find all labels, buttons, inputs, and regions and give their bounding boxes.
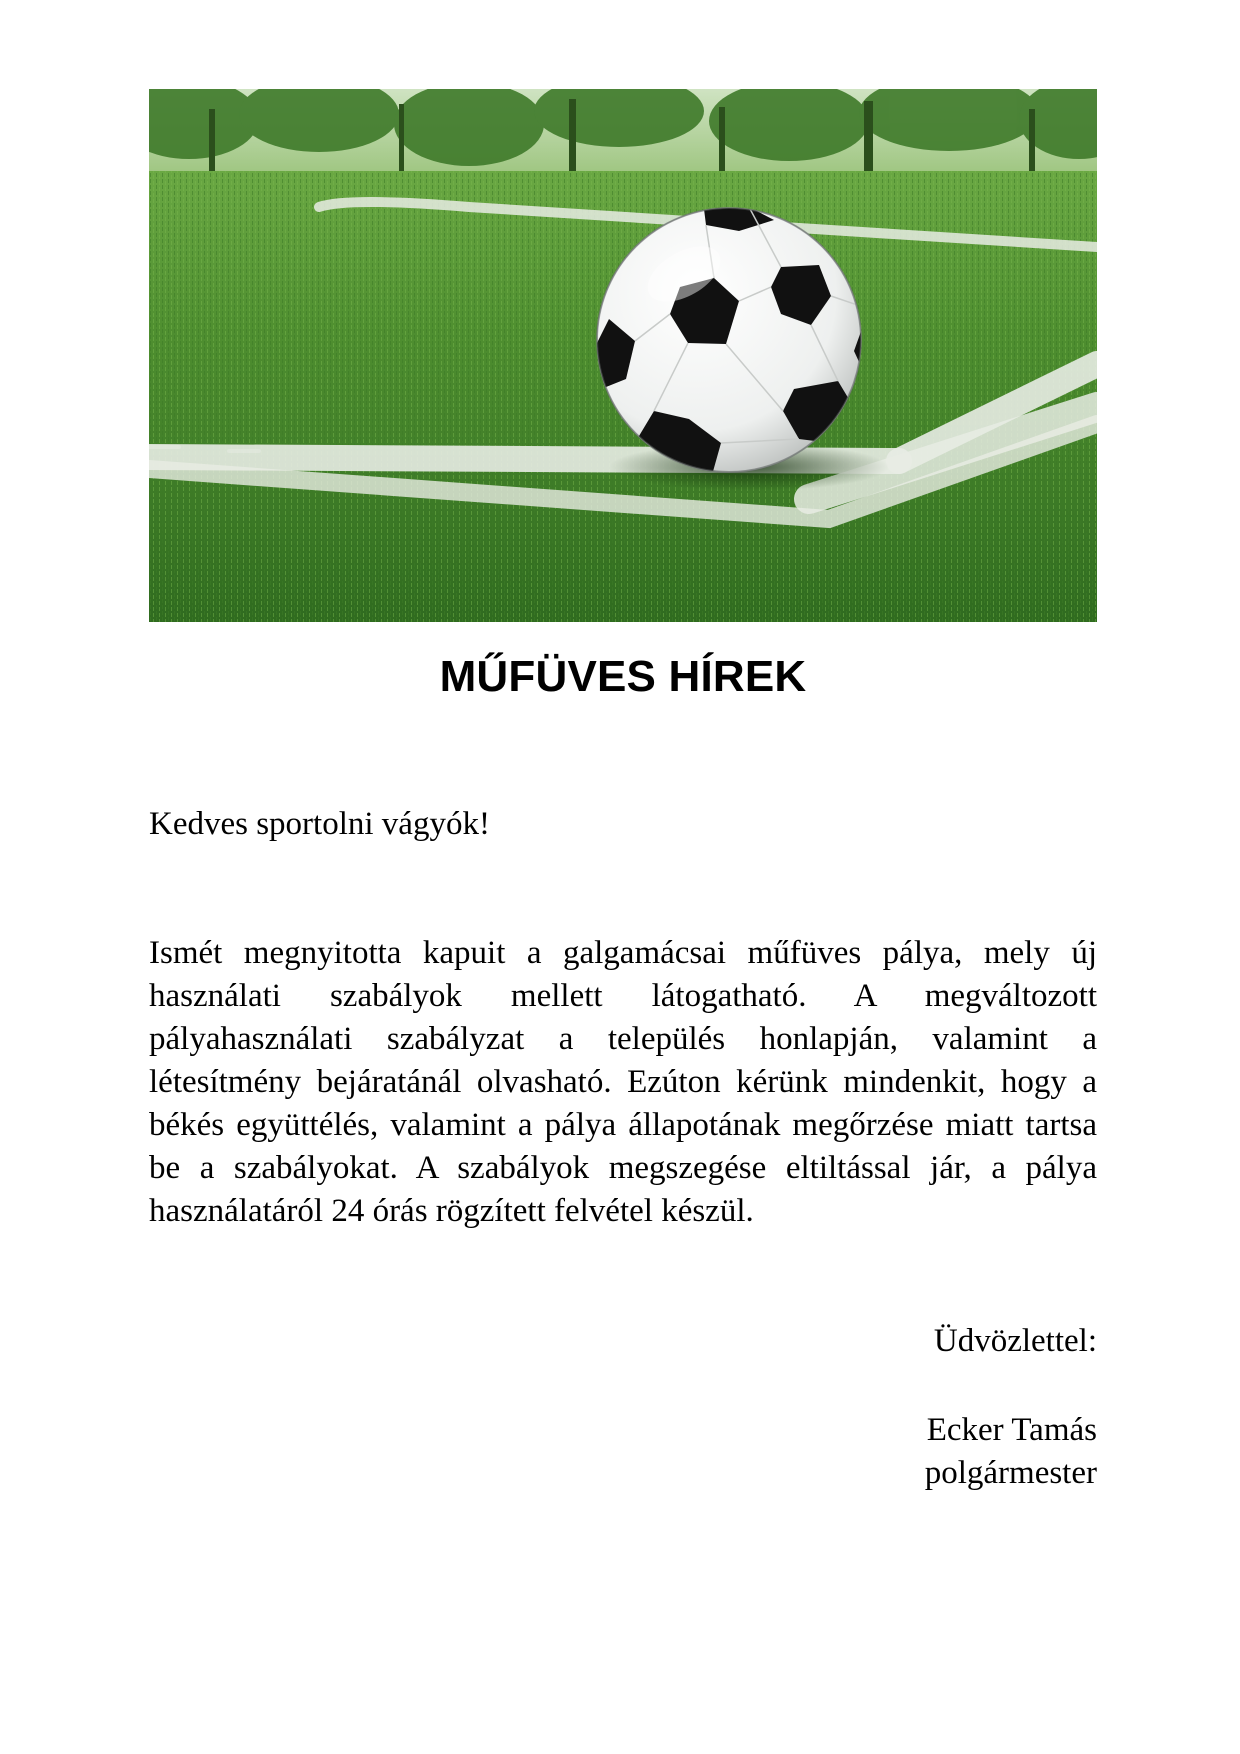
signature-role: polgármester [924, 1455, 1097, 1491]
hero-image [149, 89, 1097, 622]
signature-block [925, 1409, 1097, 1495]
soccer-ball-on-pitch-illustration [149, 89, 1097, 622]
body-paragraph: Ismét megnyitotta kapuit a galgamácsai műfüves pálya, mely új használati szabályok mellett látogatható. A megváltozott pályahasználati szabályzat a település honlapján, valamint a létesítmény bejáratánál olvasható. Ezúton kérünk mindenkit, hogy a békés együttélés, valamint a pálya állapotának megőrzése miatt tartsa be a szabályokat. A szabályok megszegése eltiltással jár, a pálya használatáról 24 órás rögzített felvétel készül. [149, 935, 1097, 1229]
page-title: MŰFÜVES HÍREK [439, 652, 807, 701]
signature-name: Ecker Tamás [926, 1412, 1097, 1448]
greeting-text: Kedves sportolni vágyók! [149, 806, 490, 842]
closing-text: Üdvözlettel: [933, 1323, 1097, 1359]
